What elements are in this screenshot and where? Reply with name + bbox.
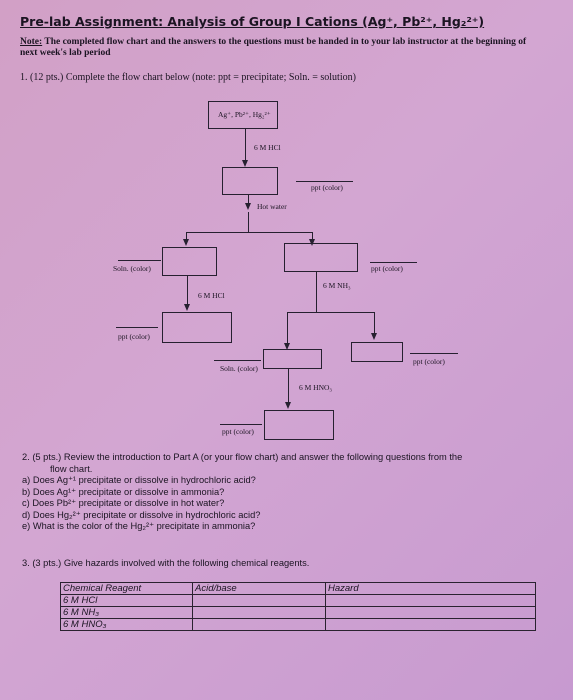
- table-row: [61, 607, 536, 619]
- reagent-hno3: 6 M HNO₃: [299, 383, 333, 392]
- question-2-intro-cont: flow chart.: [50, 463, 93, 474]
- answer-blank: [370, 262, 417, 263]
- note-text: The completed flow chart and the answers to the questions must be handed in to your lab instructor at the beginning of next week's lab period: [20, 37, 527, 58]
- flow-line: [245, 128, 246, 161]
- hot-water-label: Hot water: [257, 202, 287, 211]
- question-2-item-b: b) Does Ag¹⁺ precipitate or dissolve in ammonia?: [22, 486, 225, 497]
- reagent-cell: 6 M HCl: [61, 595, 193, 607]
- flow-arrow: [371, 333, 377, 340]
- acid-base-cell: [193, 595, 326, 607]
- ppt-color-1: ppt (color): [311, 183, 343, 192]
- question-2-item-e: e) What is the color of the Hg₂²⁺ precipitate in ammonia?: [22, 521, 256, 531]
- flow-line: [287, 312, 288, 345]
- answer-blank: [118, 260, 161, 261]
- flow-line: [288, 368, 289, 404]
- flow-box-ppt-2: [284, 243, 358, 272]
- flow-arrow: [242, 160, 248, 167]
- header-chemical-reagent: Chemical Reagent: [61, 583, 193, 595]
- reagent-hcl-2: 6 M HCl: [198, 291, 225, 300]
- soln-color-1: Soln. (color): [113, 264, 151, 273]
- answer-blank: [220, 424, 262, 425]
- answer-blank: [116, 327, 158, 328]
- flow-arrow: [285, 402, 291, 409]
- hazard-table-header: [61, 583, 536, 595]
- question-3: 3. (3 pts.) Give hazards involved with the following chemical reagents.: [22, 558, 310, 568]
- page-title: Pre-lab Assignment: Analysis of Group I Cations (Ag⁺, Pb²⁺, Hg₂²⁺): [20, 14, 485, 29]
- hazard-cell: [326, 619, 536, 631]
- question-2-item-d: d) Does Hg₂²⁺ precipitate or dissolve in hydrochloric acid?: [22, 509, 261, 520]
- flow-arrow: [184, 304, 190, 311]
- hazard-cell: [326, 595, 536, 607]
- flow-arrow: [183, 239, 189, 246]
- question-2-intro: 2. (5 pts.) Review the introduction to Part A (or your flow chart) and answer the following questions from the: [22, 452, 463, 462]
- header-acid-base: Acid/base: [193, 583, 326, 595]
- flow-line: [186, 232, 313, 233]
- flow-line: [248, 212, 249, 232]
- ppt-color-3: ppt (color): [118, 332, 150, 341]
- answer-blank: [214, 360, 261, 361]
- flow-line: [316, 271, 317, 312]
- reagent-cell: 6 M NH₃: [61, 607, 193, 619]
- note-label: Note:: [20, 37, 43, 47]
- flow-line: [374, 312, 375, 335]
- flow-box-ppt-3: [162, 312, 232, 343]
- soln-color-2: Soln. (color): [220, 364, 258, 373]
- reagent-cell: 6 M HNO₃: [61, 619, 193, 631]
- acid-base-cell: [193, 607, 326, 619]
- flow-box-ppt-1: [222, 167, 278, 195]
- hazard-cell: [326, 607, 536, 619]
- question-2: [22, 452, 462, 533]
- ppt-color-2: ppt (color): [371, 264, 403, 273]
- question-2-item-c: c) Does Pb²⁺ precipitate or dissolve in hot water?: [22, 498, 225, 508]
- flow-line: [287, 312, 374, 313]
- question-2-item-a: a) Does Ag⁺¹ precipitate or dissolve in hydrochloric acid?: [22, 475, 256, 485]
- reagent-nh3: 6 M NH₃: [323, 281, 351, 290]
- flow-start-ions: Ag⁺, Pb²⁺, Hg₂²⁺: [218, 110, 271, 119]
- question-1: 1. (12 pts.) Complete the flow chart below (note: ppt = precipitate; Soln. = solution): [20, 72, 356, 83]
- table-row: [61, 619, 536, 631]
- answer-blank: [410, 353, 458, 354]
- ppt-color-4: ppt (color): [413, 357, 445, 366]
- flow-box-soln-1: [162, 247, 217, 276]
- acid-base-cell: [193, 619, 326, 631]
- answer-blank: [296, 181, 353, 182]
- flow-arrow: [245, 203, 251, 210]
- flow-box-ppt-4: [351, 342, 403, 362]
- table-row: [61, 595, 536, 607]
- ppt-color-5: ppt (color): [222, 427, 254, 436]
- flow-line: [187, 276, 188, 306]
- reagent-hcl-1: 6 M HCl: [254, 143, 281, 152]
- flow-box-soln-2: [263, 349, 322, 369]
- flow-box-ppt-5: [264, 410, 334, 440]
- header-hazard: Hazard: [326, 583, 536, 595]
- hazard-table: [60, 582, 536, 631]
- note-paragraph: [20, 37, 535, 59]
